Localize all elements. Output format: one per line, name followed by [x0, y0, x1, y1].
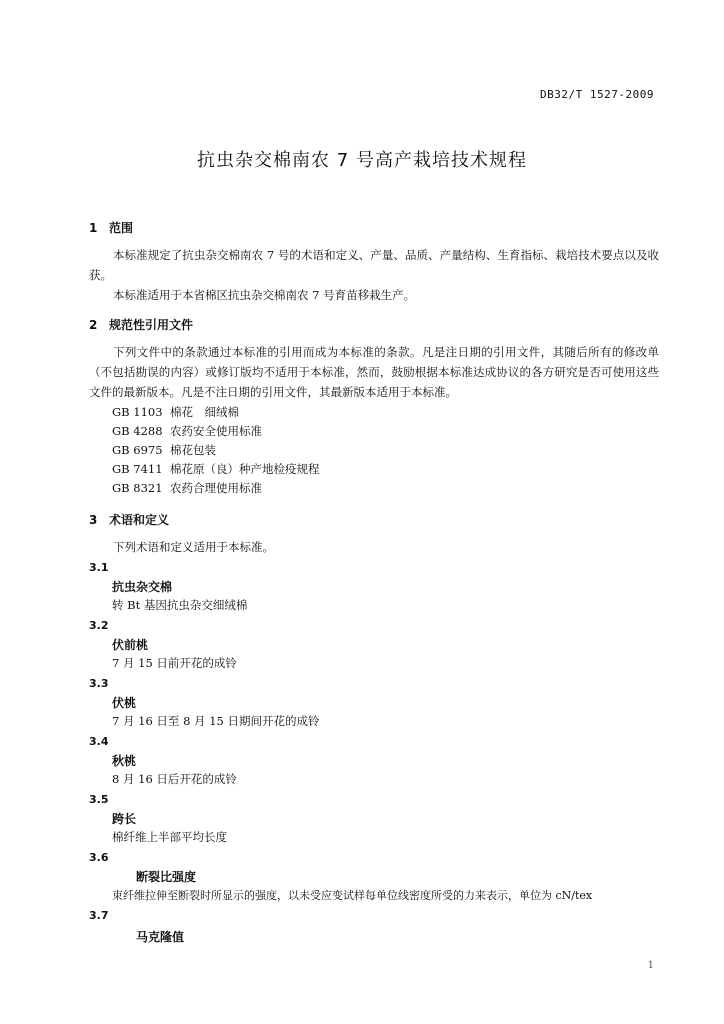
section-1-heading	[89, 219, 133, 236]
document-title: 抗虫杂交棉南农 7 号高产栽培技术规程	[197, 150, 527, 171]
reference-name: 棉花包装	[170, 443, 216, 457]
standard-number: DB32/T 1527-2009	[540, 88, 654, 101]
term-name: 跨长	[112, 812, 137, 826]
reference-code: GB 6975	[112, 443, 163, 457]
term-number: 3.5	[89, 793, 109, 806]
term-name: 秋桃	[112, 754, 137, 768]
term-name: 马克隆值	[136, 930, 185, 944]
term-definition: 7 月 16 日至 8 月 15 日期间开花的成铃	[112, 714, 320, 728]
reference-item	[112, 404, 239, 420]
section-title: 范围	[109, 221, 134, 235]
term-definition: 8 月 16 日后开花的成铃	[112, 772, 237, 786]
term-name: 断裂比强度	[136, 870, 197, 884]
reference-name: 棉花原（良）种产地检疫规程	[170, 462, 320, 476]
section-1-paragraph-2: 本标准适用于本省棉区抗虫杂交棉南农 7 号育苗移栽生产。	[113, 288, 416, 302]
term-definition: 转 Bt 基因抗虫杂交细绒棉	[112, 598, 248, 612]
section-title: 规范性引用文件	[109, 318, 194, 332]
term-name: 抗虫杂交棉	[112, 580, 173, 594]
page-number: 1	[647, 960, 654, 971]
term-number: 3.3	[89, 677, 109, 690]
section-3-heading	[89, 511, 169, 528]
reference-code: GB 1103	[112, 405, 163, 419]
reference-name: 农药安全使用标准	[170, 424, 262, 438]
reference-item	[112, 442, 216, 458]
section-number: 3	[89, 513, 98, 527]
section-title: 术语和定义	[109, 513, 170, 527]
term-name: 伏前桃	[112, 638, 149, 652]
reference-code: GB 8321	[112, 481, 163, 495]
section-number: 1	[89, 221, 98, 235]
term-number: 3.6	[89, 851, 109, 864]
reference-item	[112, 423, 262, 439]
reference-code: GB 4288	[112, 424, 163, 438]
term-number: 3.7	[89, 909, 109, 922]
reference-name: 棉花 细绒棉	[170, 405, 239, 419]
section-2-heading	[89, 316, 193, 333]
term-definition: 棉纤维上半部平均长度	[112, 830, 227, 844]
term-name: 伏桃	[112, 696, 137, 710]
term-number: 3.2	[89, 619, 109, 632]
section-2-paragraph: 下列文件中的条款通过本标准的引用而成为本标准的条款。凡是注日期的引用文件，其随后所有的修改单（不包括勘误的内容）或修订版均不适用于本标准，然而，鼓励根据本标准达成协议的各方研究是否可使用这些文件的最新版本。凡是不注日期的引用文件，其最新版本适用于本标准。	[89, 345, 659, 399]
reference-item	[112, 461, 320, 477]
reference-item	[112, 480, 262, 496]
term-number: 3.1	[89, 561, 109, 574]
section-3-intro: 下列术语和定义适用于本标准。	[113, 540, 274, 554]
section-1-paragraph-1: 本标准规定了抗虫杂交棉南农 7 号的术语和定义、产量、品质、产量结构、生育指标、栽培技术要点以及收获。	[89, 248, 659, 282]
reference-name: 农药合理使用标准	[170, 481, 262, 495]
section-number: 2	[89, 318, 98, 332]
term-definition: 束纤维拉伸至断裂时所显示的强度，以未受应变试样每单位线密度所受的力来表示，单位为 cN/tex	[112, 889, 593, 902]
term-definition: 7 月 15 日前开花的成铃	[112, 656, 237, 670]
reference-code: GB 7411	[112, 462, 163, 476]
term-number: 3.4	[89, 735, 109, 748]
